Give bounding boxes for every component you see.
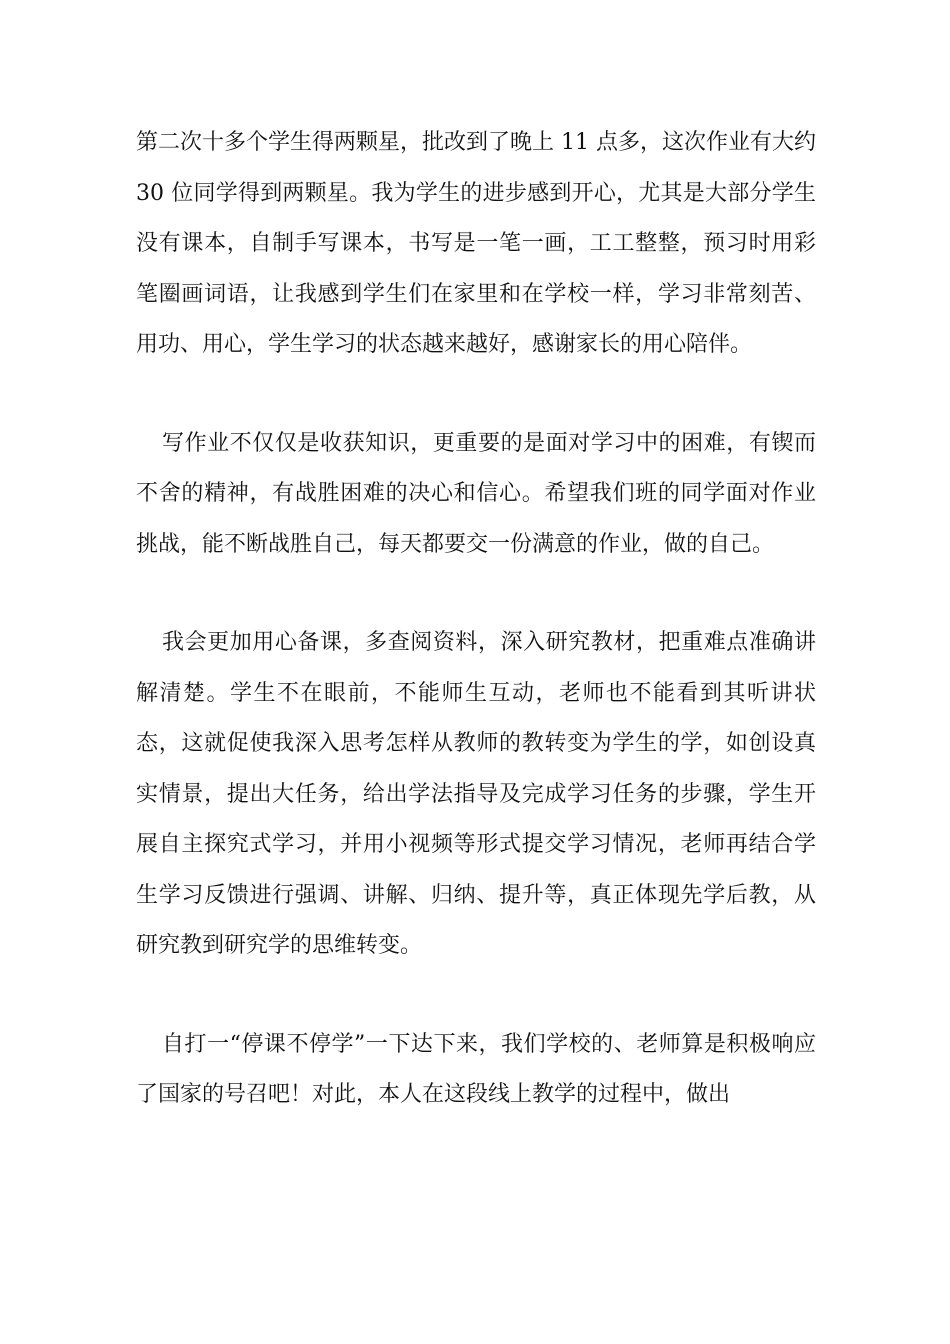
paragraph-4: 自打一“停课不停学”一下达下来，我们学校的、老师算是积极响应了国家的号召吧！对此，本人在这段线上教学的过程中，做出: [136, 1031, 816, 1107]
paragraph-1: 第二次十多个学生得两颗星，批改到了晚上 11 点多，这次作业有大约 30 位同学得到两颗星。我为学生的进步感到开心，尤其是大部分学生没有课本，自制手写课本，书写是一笔一画，工工整整，预习时用彩笔圈画词语，让我感到学生们在家里和在学校一样，学习非常刻苦、用功、用心，学生学习的状态越来越好，感谢家长的用心陪伴。: [136, 130, 816, 357]
paragraph-2: 写作业不仅仅是收获知识，更重要的是面对学习中的困难，有锲而不舍的精神，有战胜困难的决心和信心。希望我们班的同学面对作业挑战，能不断战胜自己，每天都要交一份满意的作业，做的自己。: [136, 430, 816, 557]
paragraph-3: 我会更加用心备课，多查阅资料，深入研究教材，把重难点准确讲解清楚。学生不在眼前，不能师生互动，老师也不能看到其听讲状态，这就促使我深入思考怎样从教师的教转变为学生的学，如创设真实情景，提出大任务，给出学法指导及完成学习任务的步骤，学生开展自主探究式学习，并用小视频等形式提交学习情况，老师再结合学生学习反馈进行强调、讲解、归纳、提升等，真正体现先学后教，从研究教到研究学的思维转变。: [136, 630, 816, 958]
document-body: [136, 118, 816, 1121]
